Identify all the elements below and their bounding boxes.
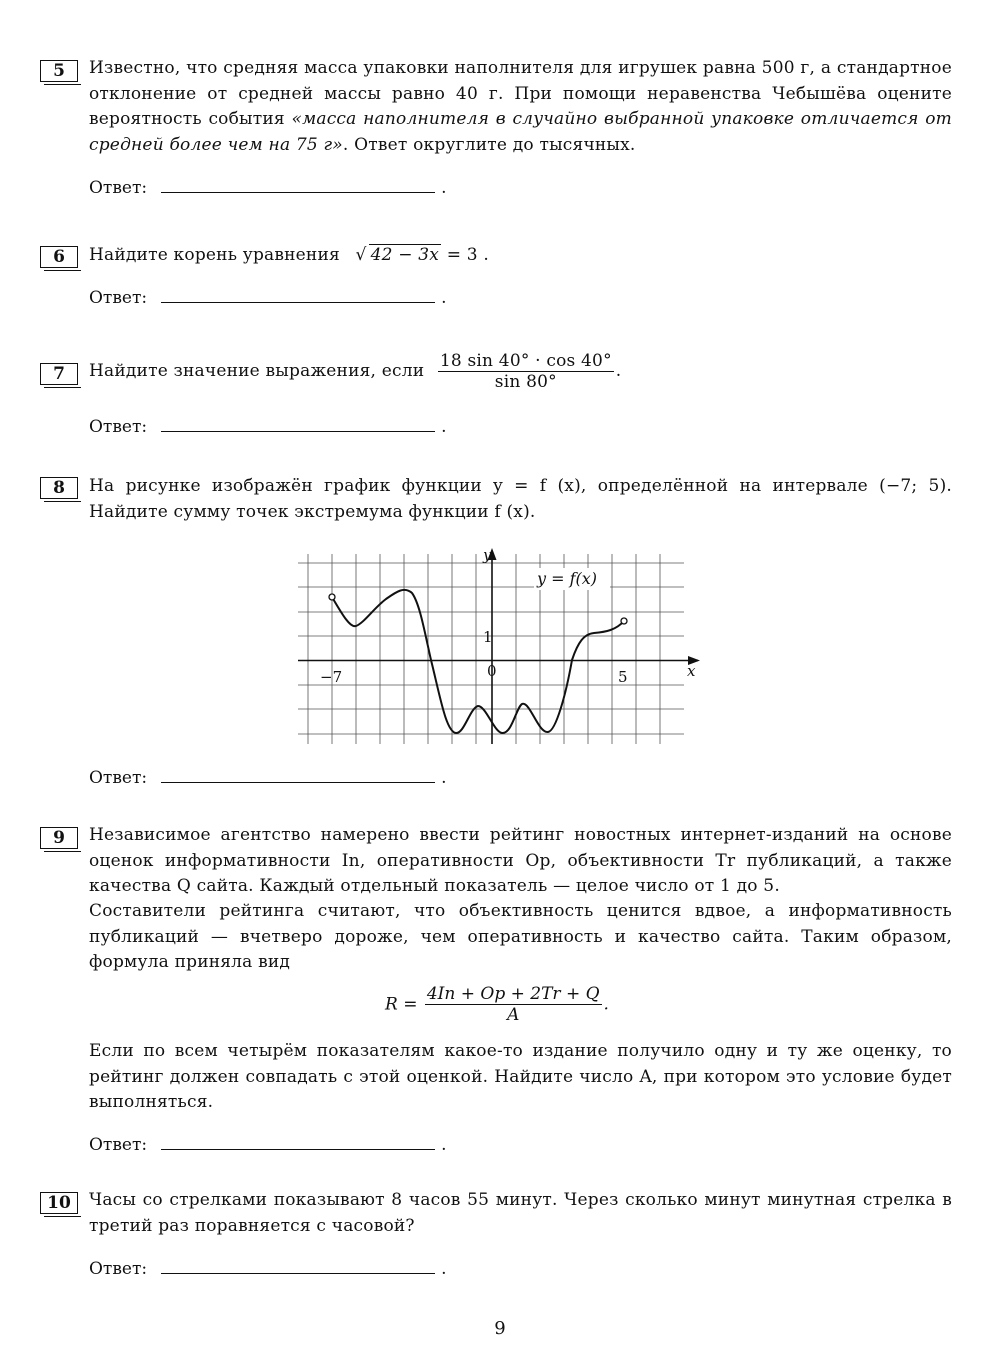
answer-field[interactable]: [161, 415, 435, 432]
tick-label-minus7: −7: [320, 668, 343, 686]
answer-row: Ответ: .: [89, 417, 447, 437]
fraction: $\frac{18 \sin 40^\circ \cdot \cos 40^\circ}{\sin 80^\circ}$: [439, 351, 612, 392]
answer-label: Ответ:: [89, 1135, 148, 1155]
task-text: Найдите значение выражения, если $\frac{18 \sin 40^\circ \cdot \cos 40^\circ}{\sin 80^\circ}$ .: [89, 351, 622, 392]
y-axis-label: y: [483, 546, 492, 564]
task-text: Независимое агентство намерено ввести рейтинг новостных интернет-изданий на основе оценок информативности In, оперативности Op, объективности Tr публикаций, а также качества Q сайта. Каждый отдельный показатель — целое число от 1 до 5.: [89, 825, 952, 896]
function-curve: [332, 590, 624, 733]
task-text: Найдите корень уравнения √ 42 − 3x = 3 .: [89, 245, 489, 265]
task-text: Известно, что средняя масса упаковки наполнителя для игрушек равна 500 г, а стандартное отклонение от средней массы равно 40 г. При помощи неравенства Чебышёва оцените вероятность события «масса наполнителя в случайно выбранной упаковке отличается от средней более чем на 75 г». Ответ округлите до тысячных.: [89, 58, 952, 155]
task-number: 6: [40, 246, 78, 268]
task-number: 9: [40, 827, 78, 849]
task-number: 8: [40, 477, 78, 499]
tick-label-one: 1: [483, 628, 493, 646]
page-number: 9: [494, 1318, 506, 1339]
answer-row: Ответ: .: [89, 1259, 447, 1279]
tick-label-zero: 0: [487, 662, 497, 680]
answer-field[interactable]: [161, 1257, 435, 1274]
rating-formula: R = $\frac{4In + Op + 2Tr + Q}{A}$ .: [385, 984, 609, 1025]
task-number: 5: [40, 60, 78, 82]
open-endpoint: [329, 594, 335, 600]
task-text: Если по всем четырём показателям какое-то издание получило одну и ту же оценку, то рейтинг должен совпадать с этой оценкой. Найдите число A, при котором это условие будет выполняться.: [89, 1041, 952, 1112]
task-number: 10: [40, 1192, 78, 1214]
open-endpoint: [621, 618, 627, 624]
answer-field[interactable]: [161, 1133, 435, 1150]
answer-label: Ответ:: [89, 417, 148, 437]
answer-field[interactable]: [161, 286, 435, 303]
answer-row: Ответ: .: [89, 288, 447, 308]
answer-label: Ответ:: [89, 1259, 148, 1279]
answer-field[interactable]: [161, 766, 435, 783]
answer-row: Ответ: .: [89, 178, 447, 198]
task-text: Часы со стрелками показывают 8 часов 55 минут. Через сколько минут минутная стрелка в третий раз поравняется с часовой?: [89, 1190, 952, 1236]
answer-label: Ответ:: [89, 768, 148, 788]
answer-label: Ответ:: [89, 288, 148, 308]
answer-row: Ответ: .: [89, 1135, 447, 1155]
task-number: 7: [40, 363, 78, 385]
function-graph: [290, 546, 710, 746]
task-text: На рисунке изображён график функции y = f (x), определённой на интервале (−7; 5). Найдите сумму точек экстремума функции f (x).: [89, 476, 953, 522]
function-label: y = f(x): [537, 569, 598, 588]
answer-field[interactable]: [161, 176, 435, 193]
answer-row: Ответ: .: [89, 768, 447, 788]
tick-label-five: 5: [618, 668, 628, 686]
task-text: Составители рейтинга считают, что объективность ценится вдвое, а информативность публикаций — вчетверо дороже, чем оперативность и качество сайта. Таким образом, формула приняла вид: [89, 901, 952, 972]
x-axis-label: x: [687, 662, 696, 680]
radicand: 42 − 3x: [370, 245, 440, 265]
answer-label: Ответ:: [89, 178, 148, 198]
grid: [298, 554, 684, 744]
